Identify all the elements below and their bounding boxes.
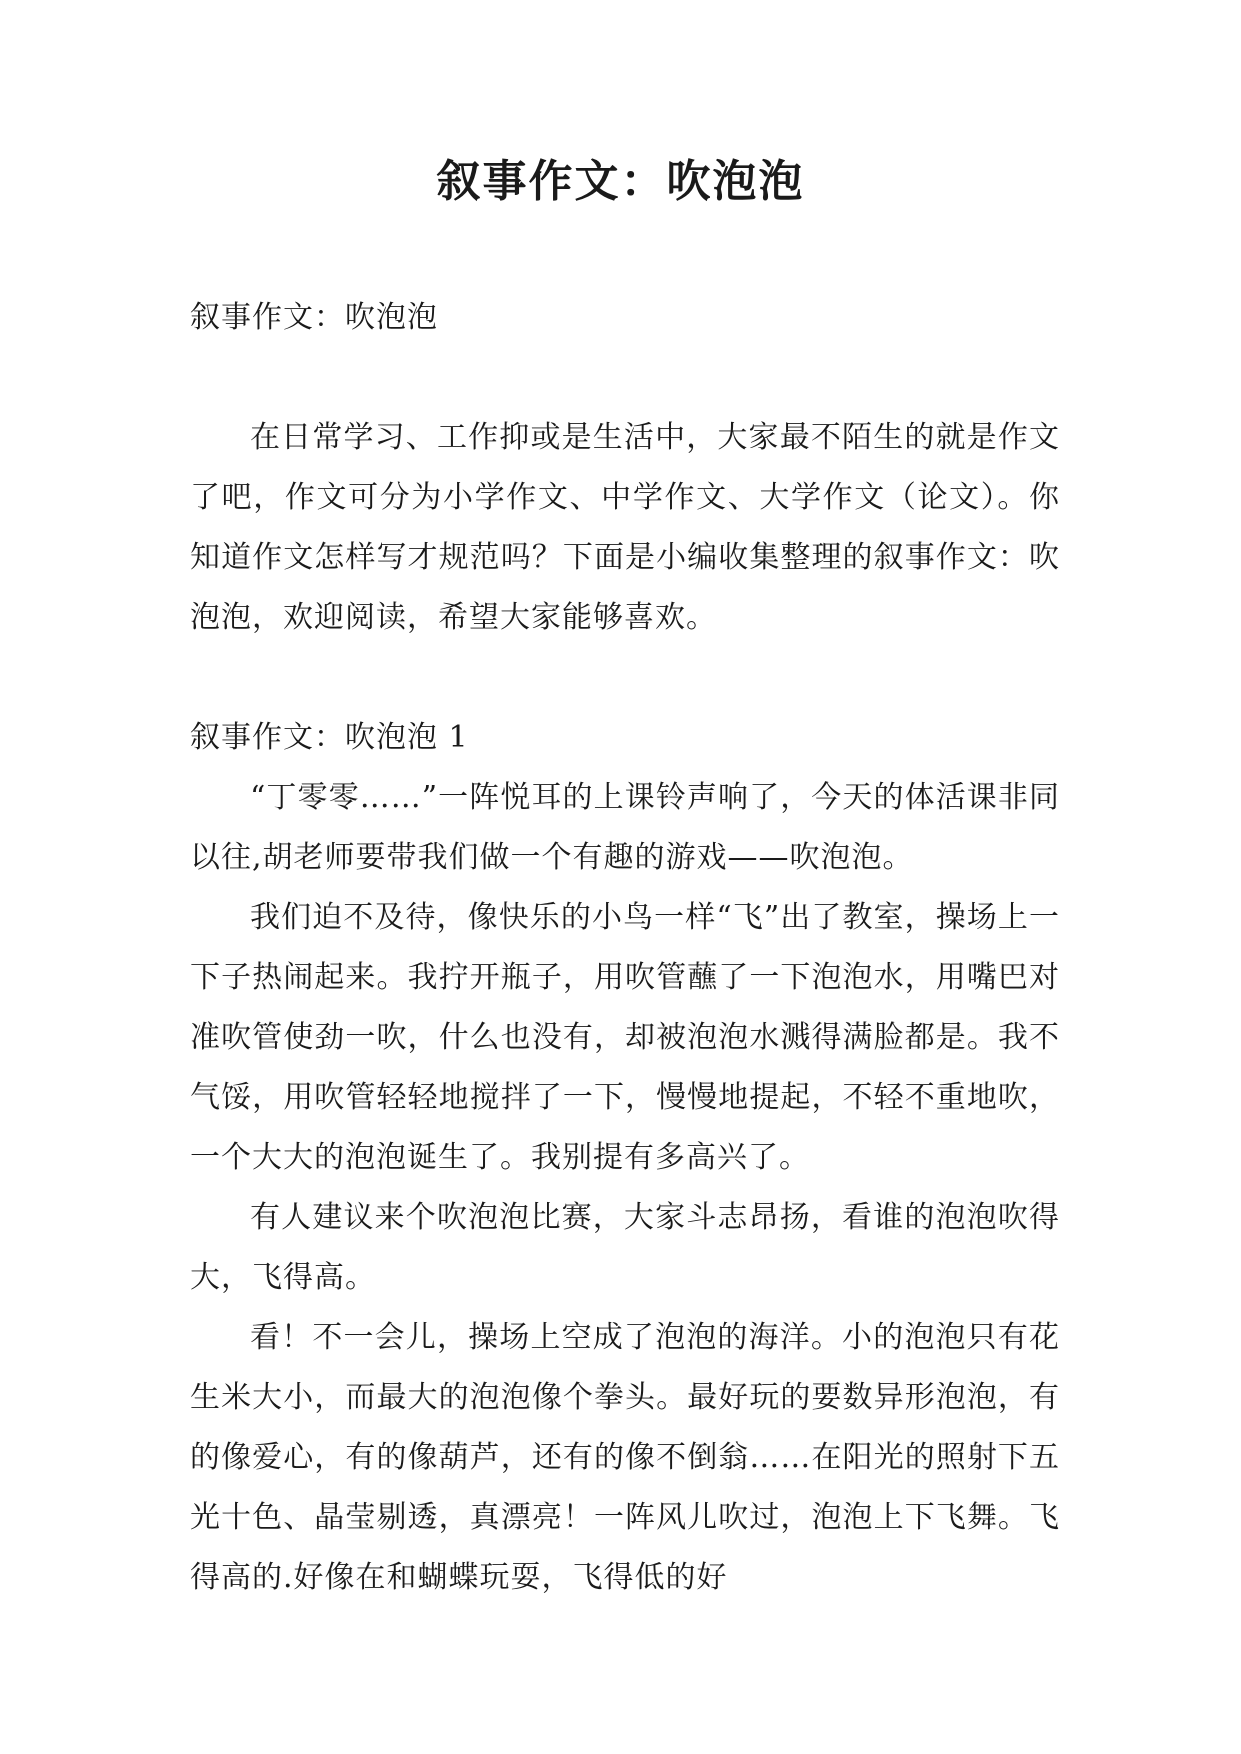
body-paragraph-1: “丁零零……”一阵悦耳的上课铃声响了，今天的体活课非同以往,胡老师要带我们做一个有趣的游戏——吹泡泡。 bbox=[190, 780, 1060, 875]
intro-paragraph: 在日常学习、工作抑或是生活中，大家最不陌生的就是作文了吧，作文可分为小学作文、中学作文、大学作文（论文）。你知道作文怎样写才规范吗？下面是小编收集整理的叙事作文：吹泡泡，欢迎阅读，希望大家能够喜欢。 bbox=[190, 420, 1060, 635]
body-paragraph-3: 有人建议来个吹泡泡比赛，大家斗志昂扬，看谁的泡泡吹得大，飞得高。 bbox=[190, 1200, 1060, 1295]
document-subtitle: 叙事作文：吹泡泡 bbox=[190, 300, 438, 335]
document-title: 叙事作文：吹泡泡 bbox=[436, 156, 805, 207]
section-heading: 叙事作文：吹泡泡 1 bbox=[190, 720, 469, 755]
spacer bbox=[190, 348, 1060, 408]
document-body bbox=[190, 288, 1060, 1608]
body-paragraph-2: 我们迫不及待，像快乐的小鸟一样“飞”出了教室，操场上一下子热闹起来。我拧开瓶子，用吹管蘸了一下泡泡水，用嘴巴对准吹管使劲一吹，什么也没有，却被泡泡水溅得满脸都是。我不气馁，用吹管轻轻地搅拌了一下，慢慢地提起，不轻不重地吹，一个大大的泡泡诞生了。我别提有多高兴了。 bbox=[190, 900, 1060, 1175]
spacer bbox=[190, 648, 1060, 708]
body-paragraph-4: 看！不一会儿，操场上空成了泡泡的海洋。小的泡泡只有花生米大小，而最大的泡泡像个拳头。最好玩的要数异形泡泡，有的像爱心，有的像葫芦，还有的像不倒翁……在阳光的照射下五光十色、晶莹剔透，真漂亮！一阵风儿吹过，泡泡上下飞舞。飞得高的.好像在和蝴蝶玩耍，飞得低的好 bbox=[190, 1320, 1060, 1595]
